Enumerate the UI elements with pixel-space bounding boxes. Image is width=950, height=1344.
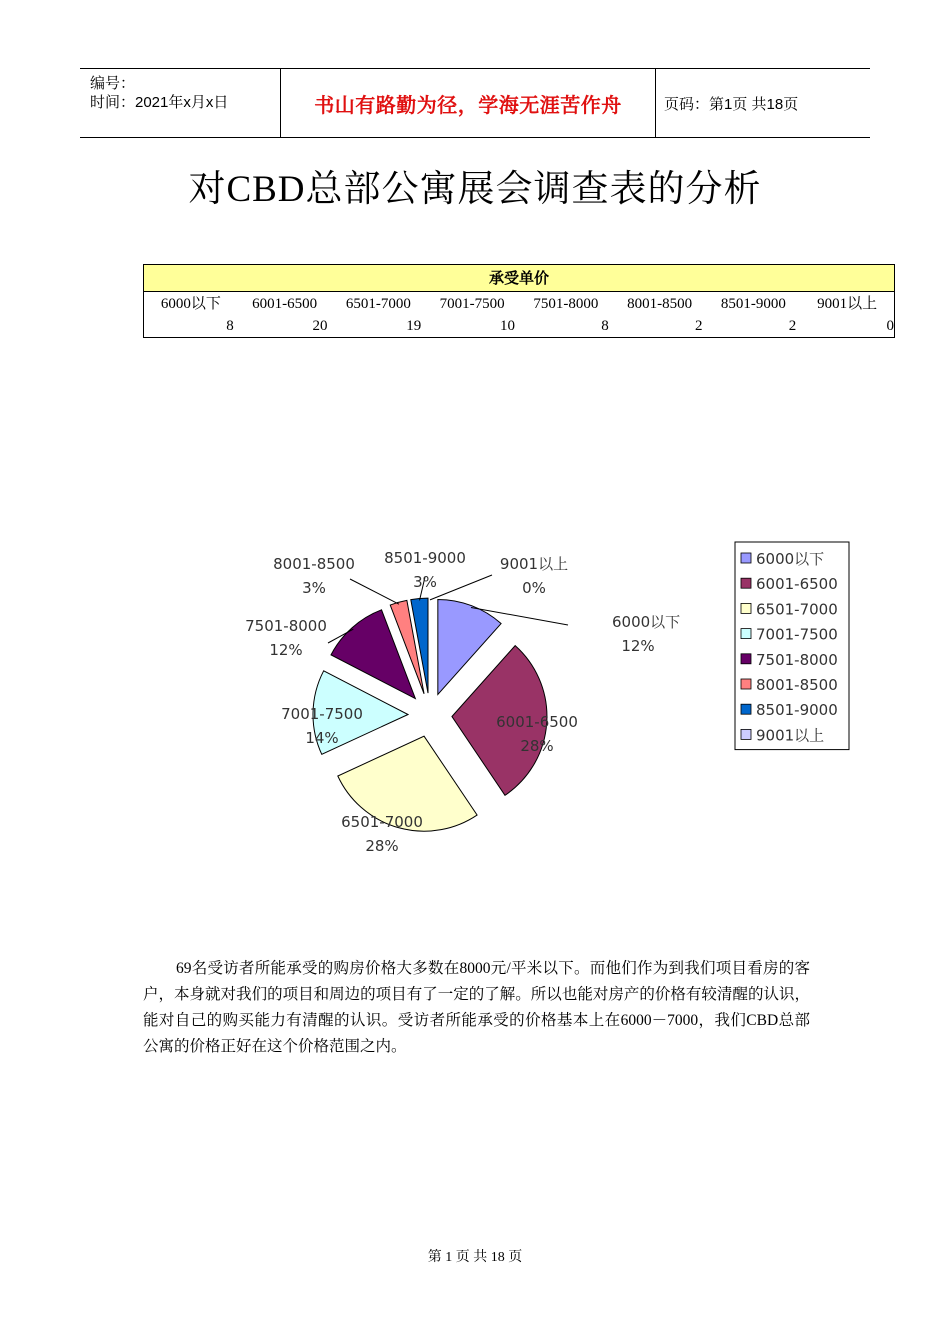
slice-percent-label: 0% [522,579,546,597]
slice-category-label: 7001-7500 [281,705,363,723]
table-cell: 8 [601,318,609,334]
header-motto: 书山有路勤为径，学海无涯苦作舟 [280,69,656,137]
page-header [80,68,870,138]
table-cell: 8501-9000 [720,296,786,312]
legend-swatch [741,629,751,639]
legend-swatch [741,704,751,714]
table-cell: 20 [312,318,328,334]
legend-label: 7501-8000 [756,650,838,669]
header-meta [80,69,280,137]
slice-category-label: 9001以上 [499,555,569,573]
table-category-row [144,292,894,315]
slice-percent-label: 3% [413,573,437,591]
legend-swatch [741,553,751,563]
slice-percent-label: 14% [305,729,339,747]
legend-swatch [741,679,751,689]
table-heading: 承受单价 [144,265,894,292]
legend-swatch [741,578,751,588]
slice-category-label: 6000以下 [612,613,681,631]
legend-swatch [741,729,751,739]
pie-chart [230,535,860,875]
price-table [143,264,895,338]
table-cell: 8 [226,318,234,334]
document-title: 对CBD总部公寓展会调查表的分析 [188,169,762,210]
slice-percent-label: 3% [302,579,326,597]
slice-category-label: 8501-9000 [384,549,466,567]
legend-label: 6001-6500 [756,575,838,594]
slice-category-label: 7501-8000 [245,617,327,635]
header-page-info: 页码：第1页 共18页 [664,95,799,113]
analysis-paragraph: 69名受访者所能承受的购房价格大多数在8000元/平米以下。而他们作为到我们项目看房的客户，本身就对我们的项目和周边的项目有了一定的了解。所以也能对房产的价格有较清醒的认识，能对自己的购买能力有清醒的认识。受访者所能承受的价格基本上在6000－7000，我们CBD总部公寓的价格正好在这个价格范围之内。 [143,960,810,1055]
legend-label: 8501-9000 [756,701,838,720]
table-cell: 6501-7000 [345,296,411,312]
table-cell: 8001-8500 [627,296,693,312]
slice-percent-label: 12% [269,641,303,659]
table-cell: 0 [886,318,894,334]
table-value-row [144,315,894,338]
table-cell: 7501-8000 [533,296,599,312]
legend-label: 8001-8500 [756,676,838,694]
legend-swatch [741,603,751,613]
table-cell: 6001-6500 [252,296,318,312]
legend-label: 9001以上 [756,726,825,745]
slice-percent-label: 28% [520,737,554,755]
document-number-label: 编号： [90,75,136,92]
slice-category-label: 8001-8500 [273,555,355,573]
legend-label: 7001-7500 [756,625,838,644]
slice-percent-label: 12% [621,637,655,655]
leader-line [430,575,492,600]
slice-category-label: 6501-7000 [341,813,423,831]
leader-line [350,579,399,604]
table-cell: 19 [406,318,422,334]
page-footer: 第 1 页 共 18 页 [427,1250,523,1265]
table-cell: 7001-7500 [439,296,505,312]
table-cell: 2 [695,318,703,334]
legend-label: 6000以下 [756,550,825,568]
table-cell: 6000以下 [160,296,221,312]
table-cell: 9001以上 [817,296,878,312]
slice-percent-label: 28% [365,837,399,855]
table-cell: 10 [500,318,515,334]
legend-swatch [741,654,751,664]
legend-label: 6501-7000 [756,600,838,619]
slice-category-label: 6001-6500 [496,713,578,731]
table-cell: 2 [788,318,797,334]
document-date-label: 时间：2021年x月x日 [90,94,229,111]
